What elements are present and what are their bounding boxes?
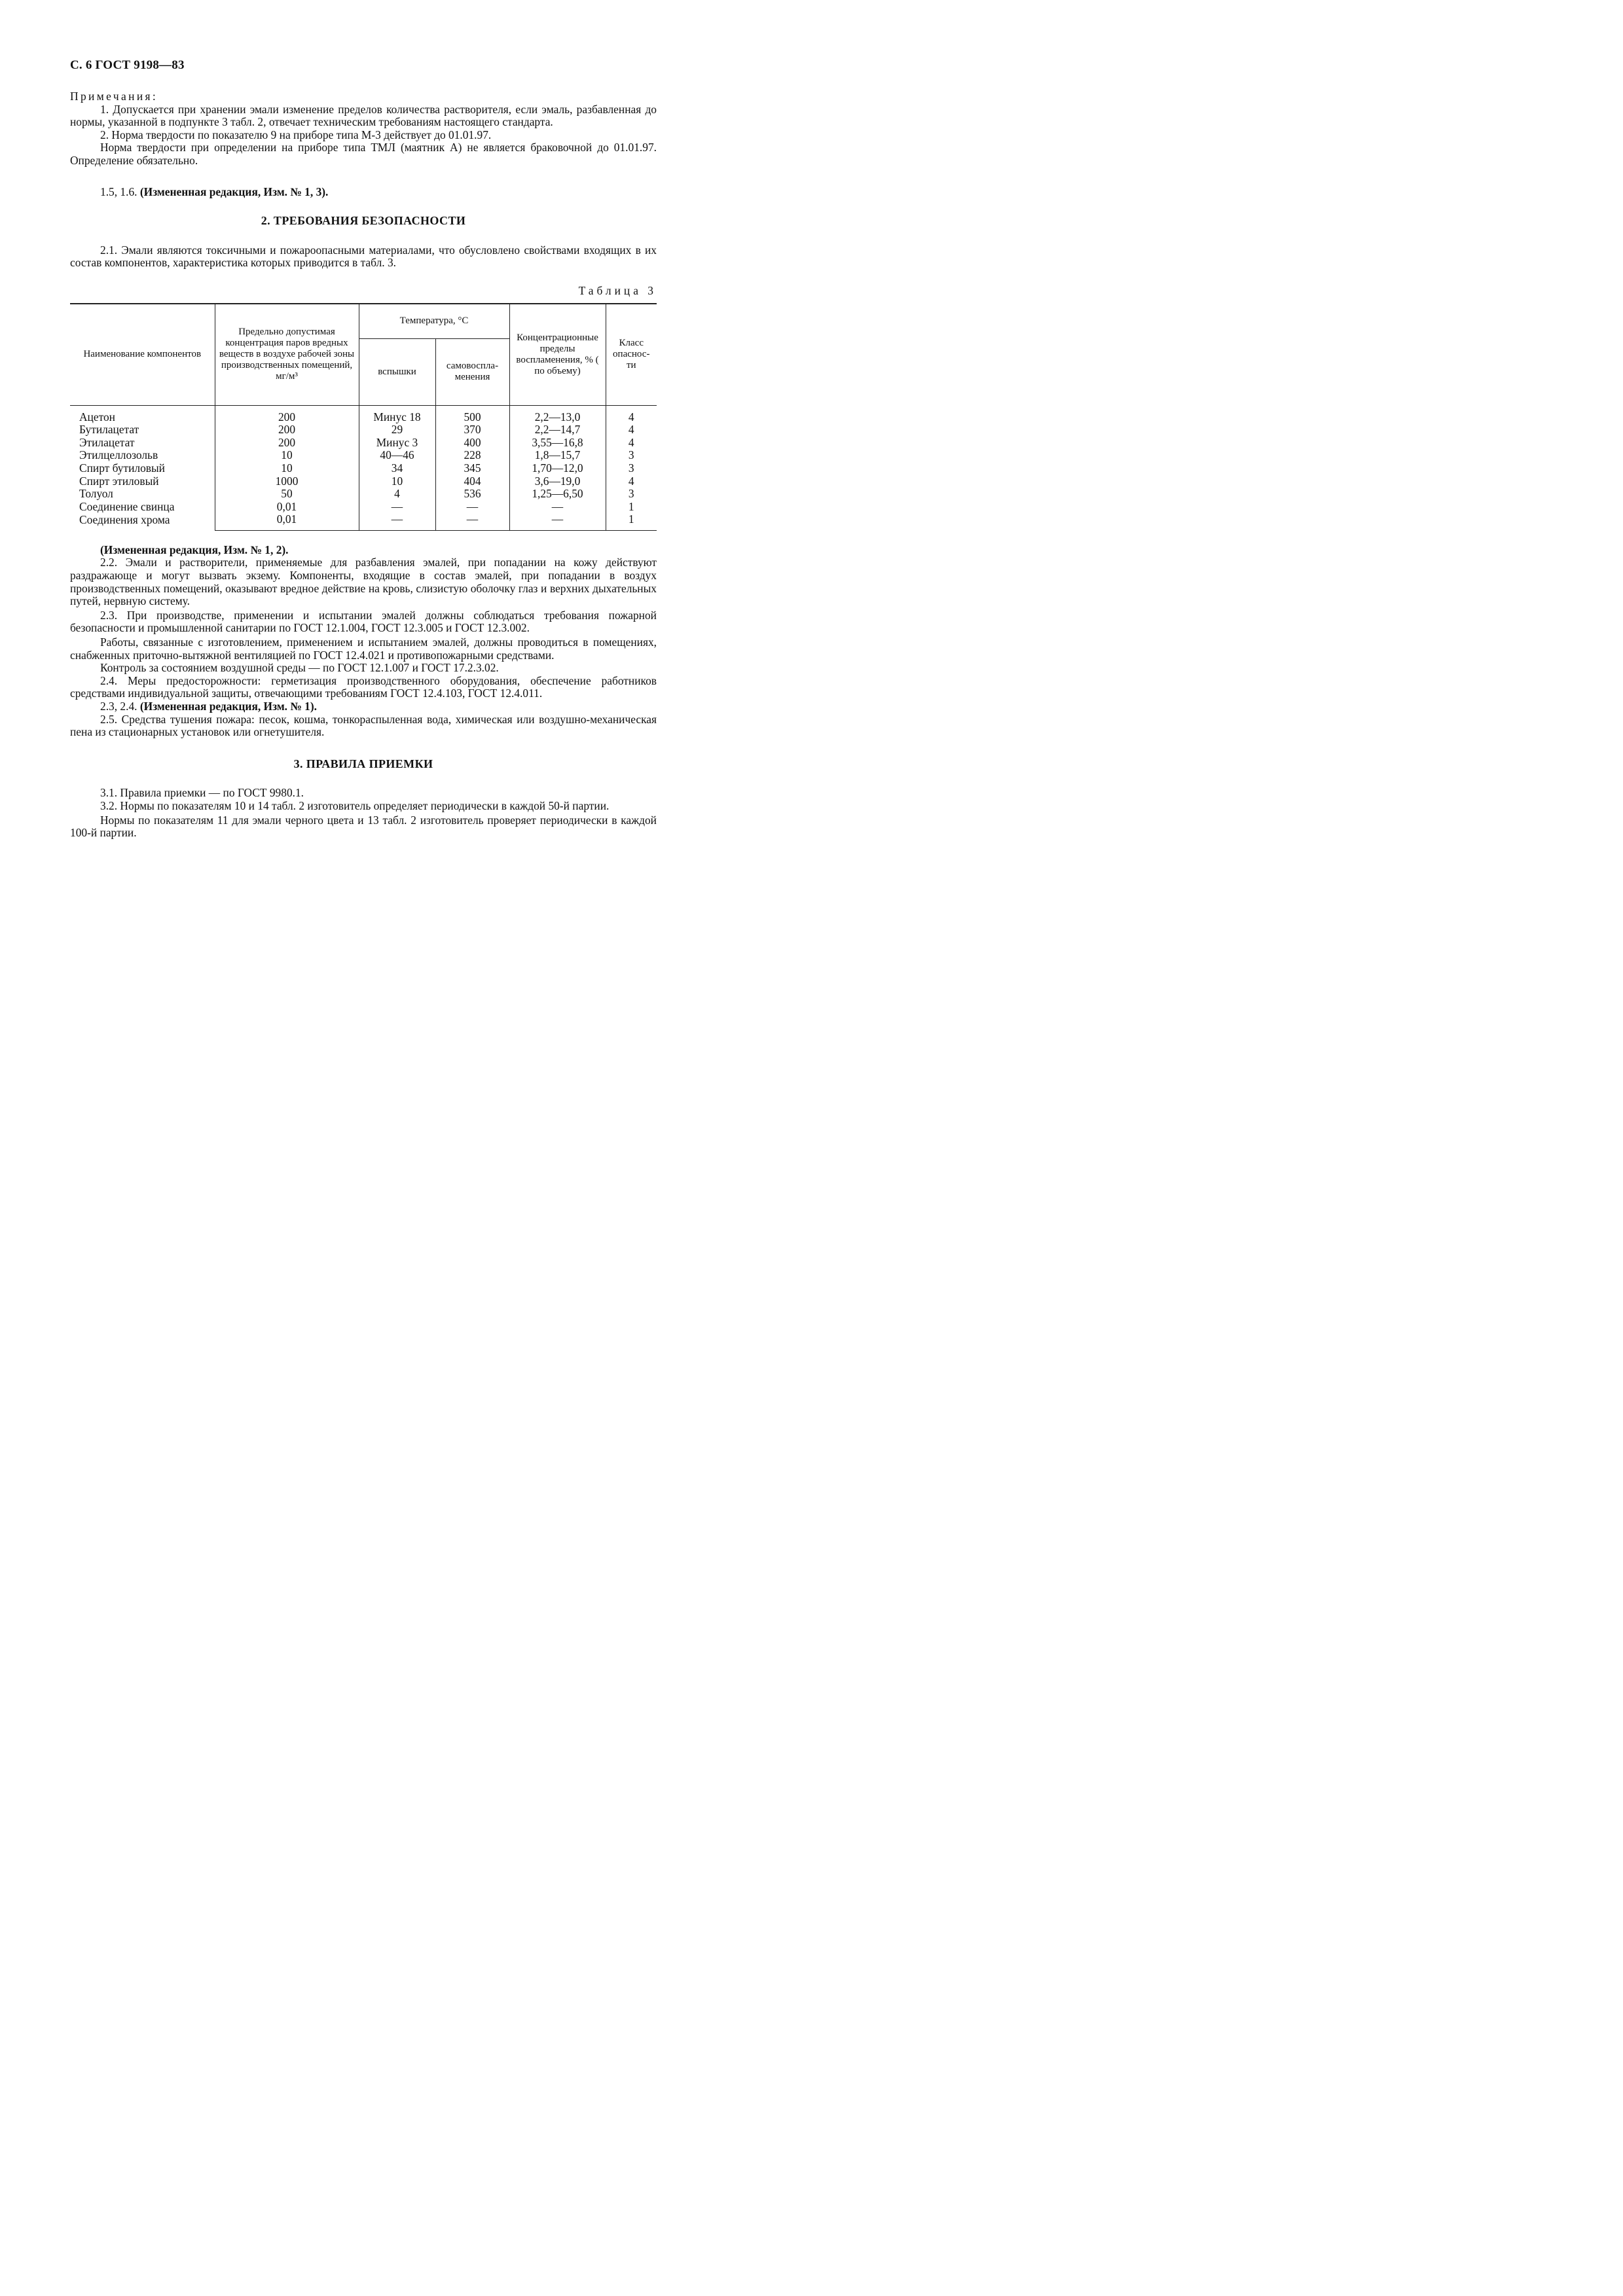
flash-point: 10 (359, 475, 435, 488)
paragraph-2-3-2-4 (70, 700, 657, 713)
autoignition-temp: 400 (435, 437, 509, 450)
autoignition-temp: 536 (435, 488, 509, 501)
table-body (70, 405, 657, 530)
amendment-note-3: (Измененная редакция, Изм. № 1). (139, 700, 318, 713)
paragraph-2-3: 2.3. При производстве, применении и испытании эмалей должны соблюдаться требования пожарной безопасности и промышленной санитарии по ГОСТ 12.1.004, ГОСТ 12.3.005 и ГОСТ 12.3.002. (70, 608, 657, 635)
ignition-limits: — (509, 513, 606, 530)
autoignition-temp: 345 (435, 462, 509, 475)
table-row (70, 488, 657, 501)
mpc-value: 10 (215, 449, 359, 462)
autoignition-temp: — (435, 501, 509, 514)
mpc-value: 200 (215, 423, 359, 437)
hazard-class: 4 (606, 405, 657, 423)
hazard-class: 1 (606, 501, 657, 514)
component-name: Бутилацетат (70, 423, 215, 437)
components-table (70, 303, 657, 531)
ignition-limits: — (509, 501, 606, 514)
component-name: Соединение свинца (70, 501, 215, 514)
mpc-value: 200 (215, 405, 359, 423)
hazard-class: 4 (606, 475, 657, 488)
paragraph-2-5: 2.5. Средства тушения пожара: песок, кошма, тонкораспыленная вода, химическая или воздушно-механическая пена из стационарных установок или огнетушителя. (70, 712, 657, 739)
flash-point: 40—46 (359, 449, 435, 462)
header-autoignition: самовоспла-менения (435, 338, 509, 405)
mpc-value: 200 (215, 437, 359, 450)
page-header: С. 6 ГОСТ 9198—83 (70, 58, 185, 72)
paragraph-1-5-1-6 (70, 186, 657, 199)
flash-point: 29 (359, 423, 435, 437)
component-name: Этилцеллозольв (70, 449, 215, 462)
hazard-class: 3 (606, 488, 657, 501)
ignition-limits: 1,25—6,50 (509, 488, 606, 501)
table-row (70, 513, 657, 530)
hazard-class: 1 (606, 513, 657, 530)
ignition-limits: 3,6—19,0 (509, 475, 606, 488)
table-row (70, 475, 657, 488)
mpc-value: 0,01 (215, 513, 359, 530)
component-name: Этилацетат (70, 437, 215, 450)
amendment-note-2 (70, 544, 657, 557)
section-3-title: 3. ПРАВИЛА ПРИЕМКИ (293, 757, 433, 770)
table-row (70, 423, 657, 437)
header-hazard-class: Класс опаснос-ти (606, 304, 657, 406)
component-name: Спирт этиловый (70, 475, 215, 488)
mpc-value: 0,01 (215, 501, 359, 514)
table-caption: Таблица 3 (578, 283, 657, 297)
autoignition-temp: 500 (435, 405, 509, 423)
mpc-value: 10 (215, 462, 359, 475)
autoignition-temp: — (435, 513, 509, 530)
autoignition-temp: 228 (435, 449, 509, 462)
page-content (70, 90, 657, 840)
ignition-limits: 1,8—15,7 (509, 449, 606, 462)
mpc-value: 1000 (215, 475, 359, 488)
header-temperature: Температура, °С (359, 304, 509, 339)
flash-point: — (359, 513, 435, 530)
component-name: Соединения хрома (70, 513, 215, 530)
ignition-limits: 2,2—14,7 (509, 423, 606, 437)
paragraph-3-2-norms: Нормы по показателям 11 для эмали черного цвета и 13 табл. 2 изготовитель проверяет периодически в каждой 100-й партии. (70, 813, 657, 840)
header-mpc: Предельно допустимая концентрация паров вредных веществ в воздухе рабочей зоны производственных помещений, мг/м³ (215, 304, 359, 406)
flash-point: Минус 18 (359, 405, 435, 423)
flash-point: 4 (359, 488, 435, 501)
hazard-class: 4 (606, 423, 657, 437)
component-name: Толуол (70, 488, 215, 501)
autoignition-temp: 404 (435, 475, 509, 488)
section-2-title: 2. ТРЕБОВАНИЯ БЕЗОПАСНОСТИ (261, 214, 466, 228)
paragraph-2-2: 2.2. Эмали и растворители, применяемые для разбавления эмалей, при попадании на кожу действуют раздражающе и могут вызвать экзему. Компоненты, входящие в состав эмалей, при попадании в воздух производственных помещений, оказывают вредное действие на кровь, слизистую оболочку глаз и верхних дыхательных путей, нервную систему. (70, 556, 657, 608)
component-name: Ацетон (70, 405, 215, 423)
flash-point: 34 (359, 462, 435, 475)
paragraph-1-5-prefix: 1.5, 1.6. (100, 185, 140, 198)
paragraph-2-3-control: Контроль за состоянием воздушной среды — по ГОСТ 12.1.007 и ГОСТ 17.2.3.02. (100, 661, 499, 675)
paragraph-3-2: 3.2. Нормы по показателям 10 и 14 табл. 2 изготовитель определяет периодически в каждой 50-й партии. (100, 798, 610, 812)
hazard-class: 3 (606, 449, 657, 462)
flash-point: Минус 3 (359, 437, 435, 450)
hazard-class: 3 (606, 462, 657, 475)
table-row (70, 405, 657, 423)
amendment-note-1: (Измененная редакция, Изм. № 1, 3). (139, 185, 329, 198)
paragraph-3-1: 3.1. Правила приемки — по ГОСТ 9980.1. (100, 786, 304, 800)
amendment-note-2-text: (Измененная редакция, Изм. № 1, 2). (100, 543, 289, 556)
paragraph-2-3-works: Работы, связанные с изготовлением, применением и испытанием эмалей, должны проводиться в помещениях, снабженных приточно-вытяжной вентиляцией по ГОСТ 12.4.021 и противопожарными средствами. (70, 636, 657, 662)
table-row (70, 501, 657, 514)
table-row (70, 449, 657, 462)
ignition-limits: 2,2—13,0 (509, 405, 606, 423)
paragraph-2-4: 2.4. Меры предосторожности: герметизация производственного оборудования, обеспечение работников средствами индивидуальной защиты, отвечающими требованиям ГОСТ 12.4.103, ГОСТ 12.4.011. (70, 673, 657, 700)
table-row (70, 462, 657, 475)
header-name: Наименование компонентов (70, 304, 215, 406)
header-flash: вспышки (359, 338, 435, 405)
paragraph-2-1: 2.1. Эмали являются токсичными и пожароопасными материалами, что обусловлено свойствами входящих в их состав компонентов, характеристика которых приводится в табл. 3. (70, 243, 657, 270)
ignition-limits: 3,55—16,8 (509, 437, 606, 450)
document-page (0, 0, 720, 1021)
paragraph-2-3-2-4-prefix: 2.3, 2.4. (100, 700, 140, 713)
hazard-class: 4 (606, 437, 657, 450)
header-limits: Концентрационные пределы воспламенения, % ( по объему) (509, 304, 606, 406)
note-2: 2. Норма твердости по показателю 9 на приборе типа М-3 действует до 01.01.97. (100, 128, 492, 141)
ignition-limits: 1,70—12,0 (509, 462, 606, 475)
notes-title: Примечания: (70, 90, 158, 103)
table-row (70, 437, 657, 450)
note-1: 1. Допускается при хранении эмали изменение пределов количества растворителя, если эмаль, разбавленная до нормы, указанной в подпункте 3 табл. 2, отвечает техническим требованиям настоящего стандарта. (70, 102, 657, 129)
mpc-value: 50 (215, 488, 359, 501)
note-3: Норма твердости при определении на приборе типа ТМЛ (маятник А) не является браковочной до 01.01.97. Определение обязательно. (70, 141, 657, 167)
flash-point: — (359, 501, 435, 514)
autoignition-temp: 370 (435, 423, 509, 437)
component-name: Спирт бутиловый (70, 462, 215, 475)
